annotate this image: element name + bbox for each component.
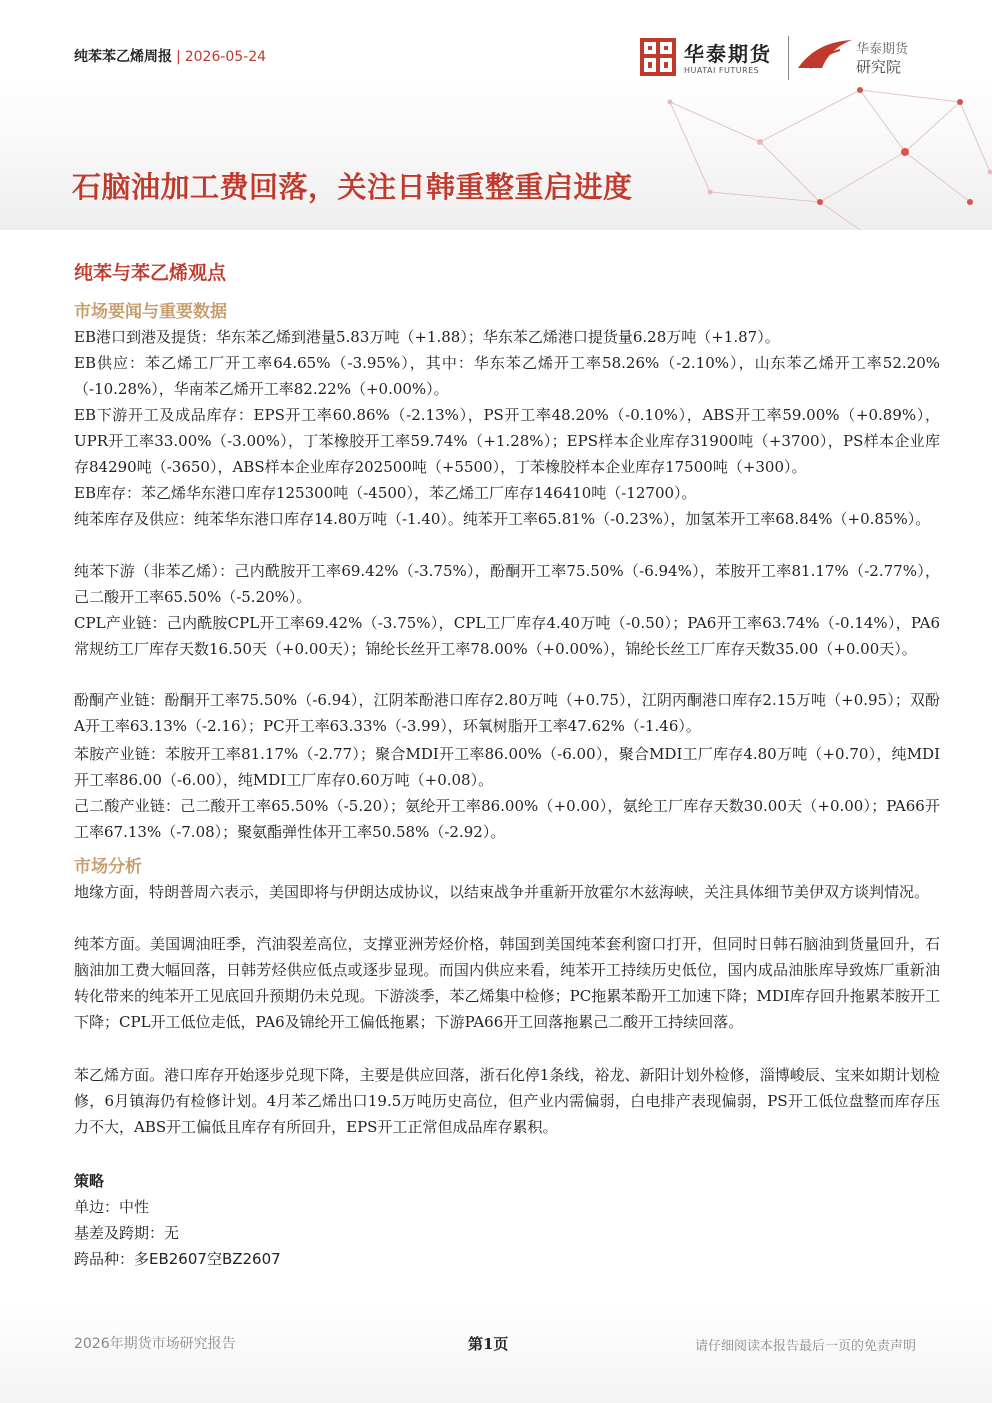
market-news-item: 苯胺产业链：苯胺开工率81.17%（-2.77）；聚合MDI开工率86.00%（-6.00），聚合MDI工厂库存4.80万吨（+0.70），纯MDI开工率86.00（-6.00），纯MDI工厂库存0.60万吨（+0.08）。 xyxy=(74,745,940,789)
page-title: 石脑油加工费回落，关注日韩重整重启进度 xyxy=(72,170,633,204)
analysis-paragraph: 纯苯方面。美国调油旺季，汽油裂差高位，支撑亚洲芳烃价格，韩国到美国纯苯套利窗口打开，但同时日韩石脑油到货量回升，石脑油加工费大幅回落，日韩芳烃供应低点或逐步显现。而国内供应来看，纯苯开工持续历史低位，国内成品油胀库导致炼厂重新油转化带来的纯苯开工见底回升预期仍未兑现。下游淡季，苯乙烯集中检修；PC拖累苯酚开工加速下降；MDI库存回升拖累苯胺开工下降；CPL开工低位走低，PA6及锦纶开工偏低拖累；下游PA66开工回落拖累己二酸开工持续回落。 xyxy=(74,935,940,1031)
disclaimer-notice: 请仔细阅读本报告最后一页的免责声明 xyxy=(694,1339,916,1354)
report-date: 2026-05-24 xyxy=(184,49,267,65)
market-analysis-title: 市场分析 xyxy=(74,857,142,877)
market-news-item: CPL产业链：己内酰胺CPL开工率69.42%（-3.75%），CPL工厂库存4.40万吨（-0.50）；PA6开工率63.74%（-0.14%），PA6常规纺工厂库存天数16.50天（+0.00天）；锦纶长丝开工率78.00%（+0.00%），锦纶长丝工厂库存天数35.00（+0.00天）。 xyxy=(74,614,940,658)
huatai-logo-icon xyxy=(640,38,676,76)
footer-report-label: 2026年期货市场研究报告 xyxy=(74,1336,236,1352)
institute-name-line1: 华泰期货 xyxy=(856,42,909,57)
header-separator: | xyxy=(176,49,181,65)
section-title: 纯苯与苯乙烯观点 xyxy=(74,262,227,284)
report-name: 纯苯苯乙烯周报 xyxy=(74,49,172,65)
institute-swoosh-icon xyxy=(796,38,854,72)
title-banner xyxy=(0,82,992,230)
strategy-line: 基差及跨期：无 xyxy=(74,1224,180,1242)
network-graphic-icon xyxy=(560,82,992,230)
strategy-line: 单边：中性 xyxy=(74,1198,150,1216)
market-news-item: 酚酮产业链：酚酮开工率75.50%（-6.94），江阴苯酚港口库存2.80万吨（+0.75），江阴丙酮港口库存2.15万吨（+0.95）；双酚A开工率63.13%（-2.16）；PC开工率63.33%（-3.99），环氧树脂开工率47.62%（-1.46）。 xyxy=(74,691,940,735)
report-header xyxy=(74,46,266,66)
strategy-block xyxy=(74,1168,281,1272)
analysis-paragraph: 苯乙烯方面。港口库存开始逐步兑现下降，主要是供应回落，浙石化停1条线，裕龙、新阳计划外检修，淄博峻辰、宝来如期计划检修，6月镇海仍有检修计划。4月苯乙烯出口19.5万吨历史高位，但产业内需偏弱，白电排产表现偏弱，PS开工低位盘整而库存压力不大，ABS开工偏低且库存有所回升，EPS开工正常但成品库存累积。 xyxy=(74,1066,940,1136)
market-news-item: EB下游开工及成品库存：EPS开工率60.86%（-2.13%），PS开工率48.20%（-0.10%），ABS开工率59.00%（+0.89%），UPR开工率33.00%（-3.00%），丁苯橡胶开工率59.74%（+1.28%）；EPS样本企业库存31900吨（+3700），PS样本企业库存84290吨（-3650），ABS样本企业库存202500吨（+5500），丁苯橡胶样本企业库存17500吨（+300）。 xyxy=(74,406,940,476)
market-news-item: 纯苯库存及供应：纯苯华东港口库存14.80万吨（-1.40）。纯苯开工率65.81%（-0.23%），加氢苯开工率68.84%（+0.85%）。 xyxy=(74,510,931,528)
strategy-title: 策略 xyxy=(74,1172,105,1190)
logo-company-en: HUATAI FUTURES xyxy=(684,66,760,75)
page-number: 第1页 xyxy=(468,1335,509,1353)
market-news-item: EB库存：苯乙烯华东港口库存125300吨（-4500），苯乙烯工厂库存146410吨（-12700）。 xyxy=(74,484,697,502)
market-news-item: EB供应：苯乙烯工厂开工率64.65%（-3.95%），其中：华东苯乙烯开工率58.26%（-2.10%），山东苯乙烯开工率52.20%（-10.28%），华南苯乙烯开工率82.22%（+0.00%）。 xyxy=(74,354,940,398)
institute-logo xyxy=(796,36,926,80)
market-news-item: 纯苯下游（非苯乙烯）：己内酰胺开工率69.42%（-3.75%），酚酮开工率75.50%（-6.94%），苯胺开工率81.17%（-2.77%），己二酸开工率65.50%（-5.20%）。 xyxy=(74,562,940,606)
market-news-title: 市场要闻与重要数据 xyxy=(74,302,227,322)
institute-name-line2: 研究院 xyxy=(856,58,902,76)
logo-divider xyxy=(788,36,789,80)
analysis-paragraph: 地缘方面，特朗普周六表示，美国即将与伊朗达成协议，以结束战争并重新开放霍尔木兹海峡，关注具体细节美伊双方谈判情况。 xyxy=(74,883,930,901)
huatai-futures-logo xyxy=(640,36,780,78)
strategy-line: 跨品种：多EB2607空BZ2607 xyxy=(74,1250,281,1268)
logo-company-cn: 华泰期货 xyxy=(684,42,772,66)
market-news-item: EB港口到港及提货：华东苯乙烯到港量5.83万吨（+1.88）；华东苯乙烯港口提货量6.28万吨（+1.87）。 xyxy=(74,328,780,346)
market-news-item: 己二酸产业链：己二酸开工率65.50%（-5.20）；氨纶开工率86.00%（+0.00），氨纶工厂库存天数30.00天（+0.00）；PA66开工率67.13%（-7.08）；聚氨酯弹性体开工率50.58%（-2.92）。 xyxy=(74,797,940,841)
